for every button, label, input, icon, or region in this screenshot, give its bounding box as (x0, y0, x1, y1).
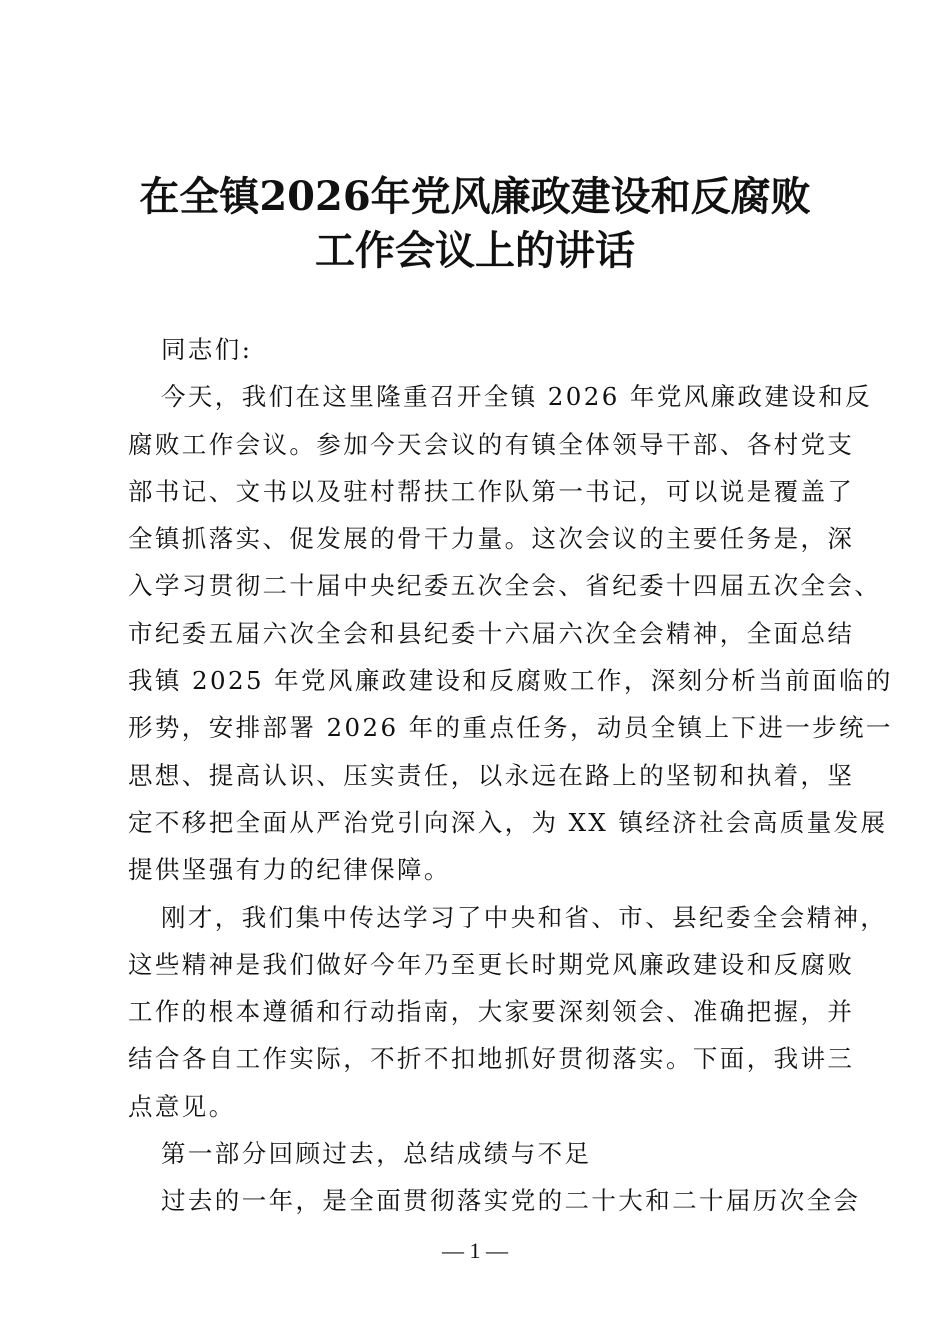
body-line: 入学习贯彻二十届中央纪委五次全会、省纪委十四届五次全会、 (128, 571, 882, 601)
title-line-1: 在全镇2026年党风廉政建设和反腐败 (139, 173, 811, 220)
body-line: 我镇 2025 年党风廉政建设和反腐败工作，深刻分析当前面临的 (128, 666, 893, 696)
page-number: — 1 — (442, 1238, 508, 1263)
section-heading: 第一部分回顾过去，总结成绩与不足 (161, 1139, 592, 1169)
body-line: 市纪委五届六次全会和县纪委十六届六次全会精神，全面总结 (128, 618, 855, 648)
document-body (128, 326, 893, 1225)
salutation: 同志们: (161, 335, 253, 364)
body-line: 形势，安排部署 2026 年的重点任务，动员全镇上下进一步统一 (128, 713, 893, 743)
body-line: 这些精神是我们做好今年乃至更长时期党风廉政建设和反腐败 (128, 949, 855, 979)
body-line: 腐败工作会议。参加今天会议的有镇全体领导干部、各村党支 (128, 429, 855, 459)
body-line: 刚才，我们集中传达学习了中央和省、市、县纪委全会精神， (161, 902, 888, 932)
body-line: 点意见。 (128, 1091, 236, 1121)
body-line: 定不移把全面从严治党引向深入，为 XX 镇经济社会高质量发展 (128, 807, 888, 837)
document-title (60, 170, 890, 278)
body-line: 部书记、文书以及驻村帮扶工作队第一书记，可以说是覆盖了 (128, 476, 855, 506)
body-line: 思想、提高认识、压实责任，以永远在路上的坚韧和执着，坚 (128, 760, 855, 790)
body-line: 提供坚强有力的纪律保障。 (128, 855, 451, 885)
body-line: 工作的根本遵循和行动指南，大家要深刻领会、准确把握，并 (128, 997, 855, 1027)
body-line: 今天，我们在这里隆重召开全镇 2026 年党风廉政建设和反 (161, 382, 873, 412)
body-line: 结合各自工作实际，不折不扣地抓好贯彻落实。下面，我讲三 (128, 1044, 855, 1074)
title-line-2: 工作会议上的讲话 (315, 227, 635, 274)
body-line: 过去的一年，是全面贯彻落实党的二十大和二十届历次全会 (161, 1186, 861, 1216)
body-line: 全镇抓落实、促发展的骨干力量。这次会议的主要任务是，深 (128, 524, 855, 554)
